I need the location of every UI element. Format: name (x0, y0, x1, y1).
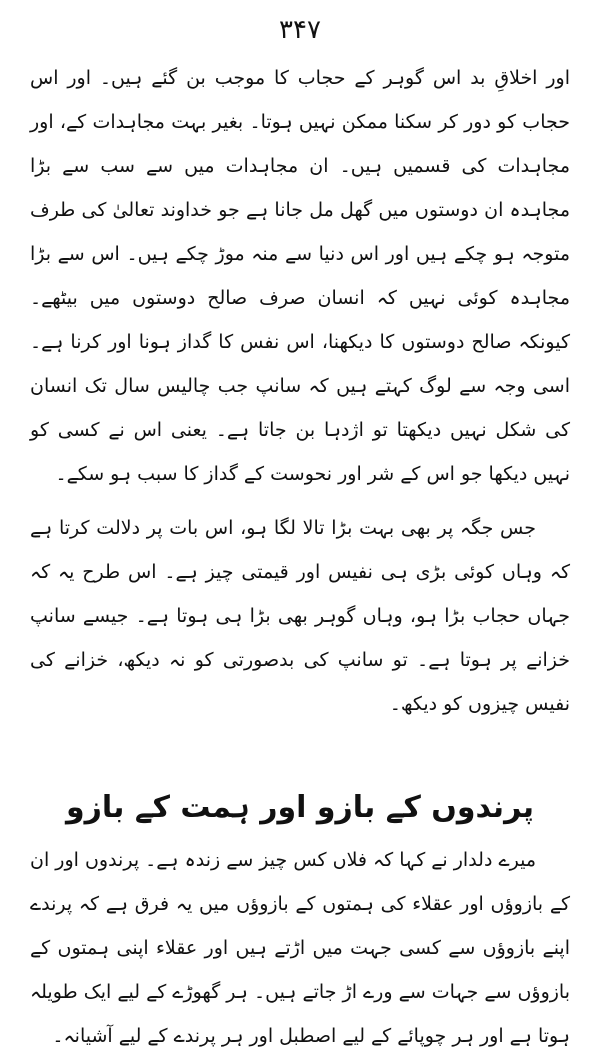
paragraph-lock-and-treasure: جس جگہ پر بھی بہت بڑا تالا لگا ہو، اس بات پر دلالت کرتا ہے کہ وہاں کوئی بڑی ہی نفیس اور قیمتی چیز ہے۔ اس طرح یہ کہ جہاں حجاب بڑا ہو، وہاں گوہر بھی بڑا ہی ہوتا ہے۔ جیسے سانپ خزانے پر ہوتا ہے۔ تو سانپ کی بدصورتی کو نہ دیکھ، خزانے کی نفیس چیزوں کو دیکھ۔ (30, 517, 570, 715)
paragraph-intro: اور اخلاقِ بد اس گوہر کے حجاب کا موجب بن گئے ہیں۔ اور اس حجاب کو دور کر سکنا ممکن نہیں ہوتا۔ بغیر بہت مجاہدات کے، اور مجاہدات کی قسمیں ہیں۔ ان مجاہدات میں سے سب سے بڑا مجاہدہ ان دوستوں میں گھل مل جانا ہے جو خداوند تعالیٰ کی طرف متوجہ ہو چکے ہیں اور اس دنیا سے منہ موڑ چکے ہیں۔ اس سے بڑا مجاہدہ کوئی نہیں کہ انسان صرف صالح دوستوں میں بیٹھے۔ کیونکہ صالح دوستوں کا دیکھنا، اس نفس کا گداز ہونا اور کرنا ہے۔ اسی وجہ سے لوگ کہتے ہیں کہ سانپ جب چالیس سال تک انسان کی شکل نہیں دیکھتا تو اژدہا بن جاتا ہے۔ یعنی اس نے کسی کو نہیں دیکھا جو اس کے شر اور نحوست کے گداز کا سبب ہو سکے۔ (30, 67, 570, 485)
section-heading: پرندوں کے بازو اور ہمت کے بازو (65, 790, 535, 825)
paragraph-wings: میرے دلدار نے کہا کہ فلاں کس چیز سے زندہ ہے۔ پرندوں اور ان کے بازوؤں اور عقلاء کی ہمتوں کے بازوؤں میں یہ فرق ہے کہ پرندے اپنے بازوؤں سے کسی جہت میں اڑتے ہیں اور عقلاء اپنی ہمتوں کے بازوؤں سے جہات سے ورے اڑ جاتے ہیں۔ ہر گھوڑے کے لیے ایک طویلہ ہوتا ہے اور ہر چوپائے کے لیے اصطبل اور ہر پرندے کے لیے آشیانہ۔ (30, 849, 570, 1047)
page-number: ۳۴۷ (279, 15, 321, 45)
